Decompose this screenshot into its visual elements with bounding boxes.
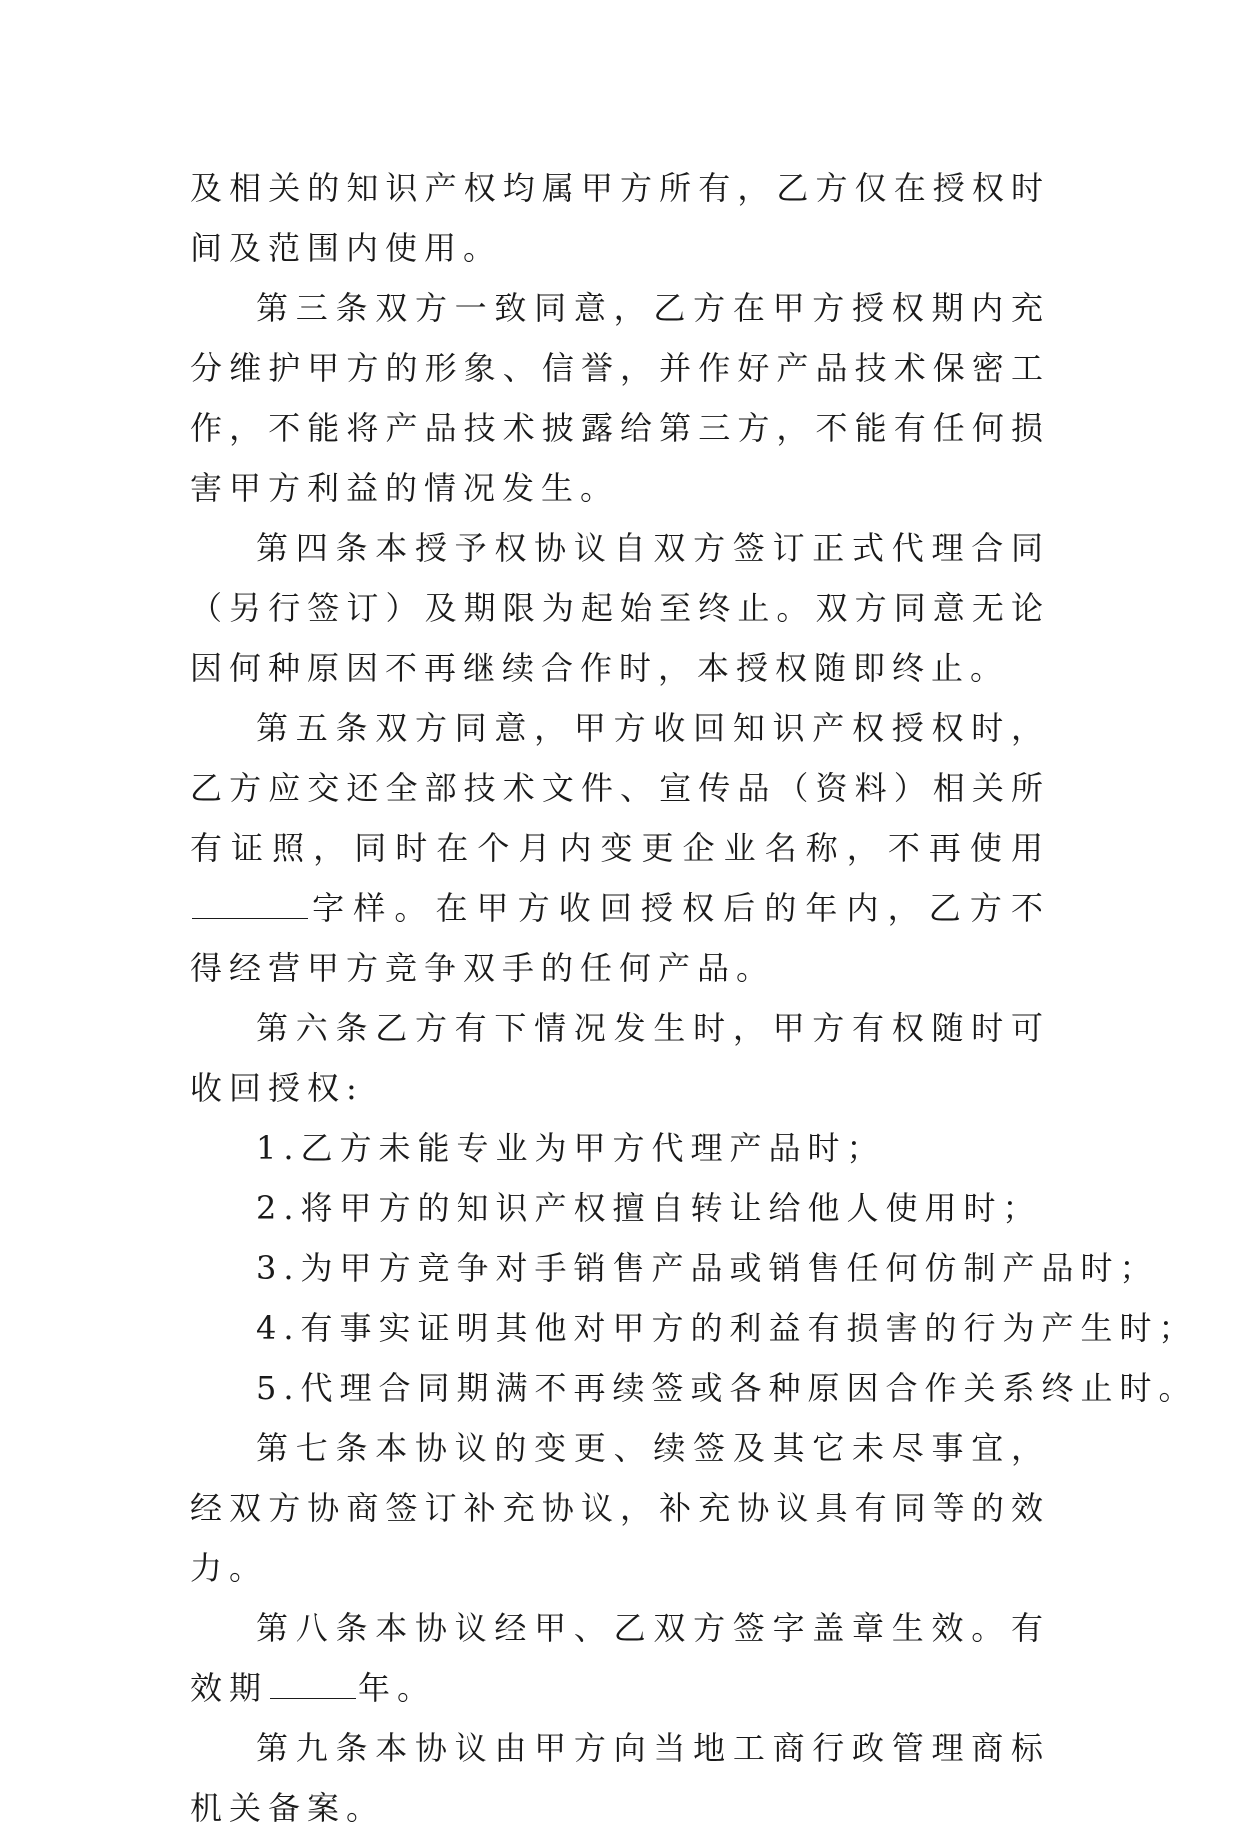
paragraph-article-6: 第六条乙方有下情况发生时，甲方有权随时可收回授权: (190, 1009, 1050, 1107)
article-8-text-part-1: 第八条本协议经甲、乙双方签字盖章生效。有效期 (190, 1609, 1050, 1707)
fill-in-blank-years (270, 1666, 356, 1699)
paragraph-article-3: 第三条双方一致同意，乙方在甲方授权期内充分维护甲方的形象、信誉，并作好产品技术保密工作，不能将产品技术披露给第三方，不能有任何损害甲方利益的情况发生。 (190, 289, 1050, 507)
list-item: 3.为甲方竞争对手销售产品或销售任何仿制产品时； (256, 1249, 1159, 1287)
article-5-text-part-1: 第五条双方同意，甲方收回知识产权授权时，乙方应交还全部技术文件、宣传品（资料）相关所有证照，同时在个月内变更企业名称，不再使用 (190, 709, 1050, 867)
list-item: 4.有事实证明其他对甲方的利益有损害的行为产生时； (256, 1309, 1198, 1347)
list-item: 2.将甲方的知识产权擅自转让给他人使用时； (256, 1189, 1042, 1227)
paragraph-article-8 (190, 1598, 1050, 1718)
paragraph-article-7: 第七条本协议的变更、续签及其它未尽事宜，经双方协商签订补充协议，补充协议具有同等的效力。 (190, 1429, 1050, 1587)
paragraph-article-5 (190, 698, 1050, 998)
article-8-text-part-2: 年。 (358, 1669, 437, 1707)
article-5-text-part-2: 字样。在甲方收回授权后的年内，乙方不得经营甲方竞争双手的任何产品。 (190, 889, 1050, 987)
list-item: 1.乙方未能专业为甲方代理产品时； (256, 1129, 886, 1167)
paragraph-article-9: 第九条本协议由甲方向当地工商行政管理商标机关备案。 (190, 1729, 1050, 1827)
list-item: 5.代理合同期满不再续签或各种原因合作关系终止时。 (256, 1369, 1198, 1407)
paragraph-article-4: 第四条本授予权协议自双方签订正式代理合同（另行签订）及期限为起始至终止。双方同意无论因何种原因不再继续合作时，本授权随即终止。 (190, 529, 1050, 687)
document-body (190, 158, 1198, 1838)
paragraph-continuation: 及相关的知识产权均属甲方所有，乙方仅在授权时间及范围内使用。 (190, 169, 1050, 267)
fill-in-blank-name (192, 886, 308, 919)
